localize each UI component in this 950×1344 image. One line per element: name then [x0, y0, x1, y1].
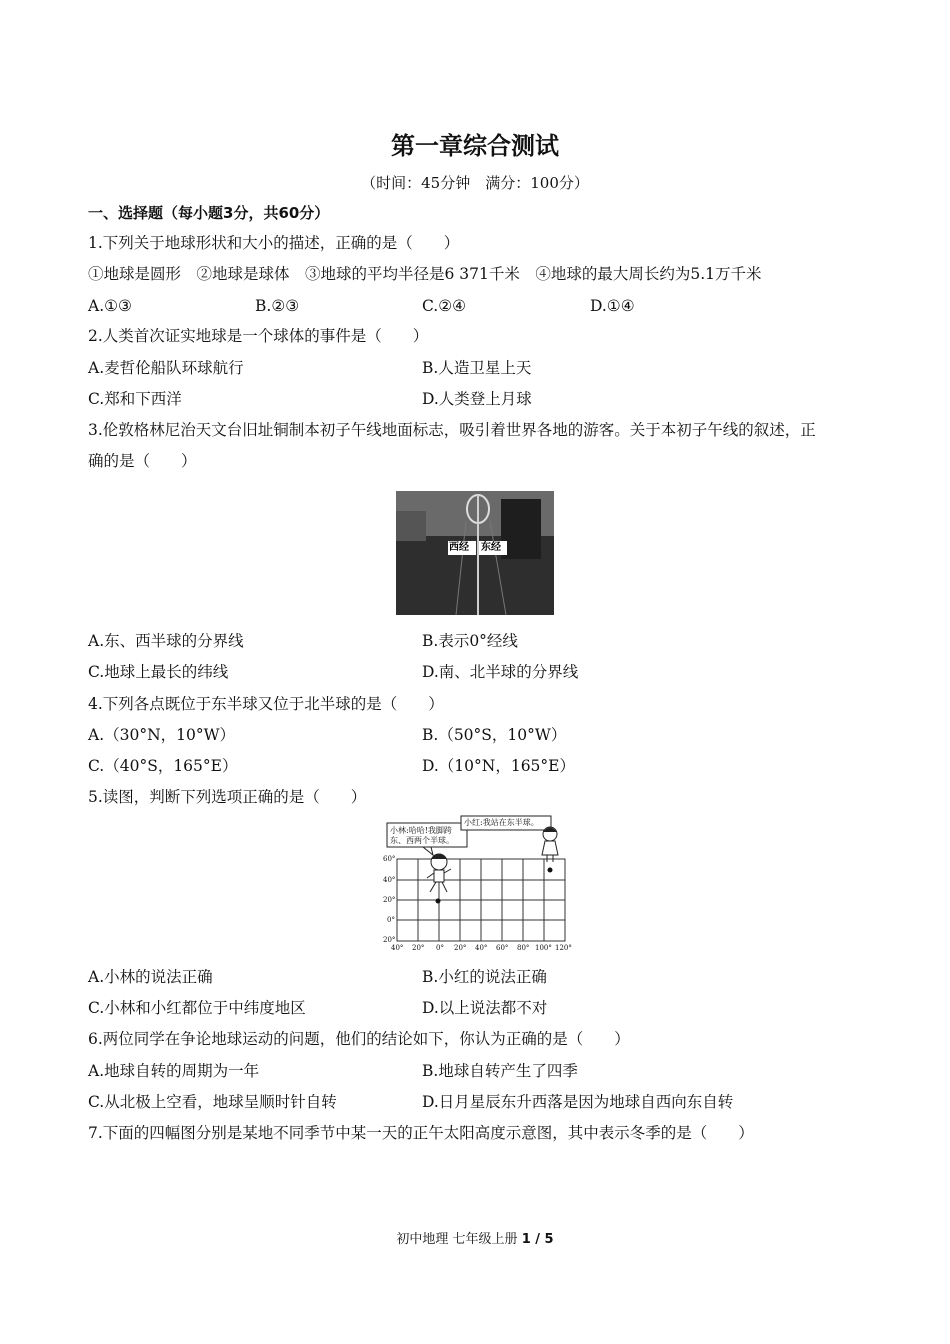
q2-stem: 2.人类首次证实地球是一个球体的事件是（ ）: [88, 327, 429, 345]
x-tick-label: 20°: [454, 944, 467, 952]
q6-stem: 6.两位同学在争论地球运动的问题，他们的结论如下，你认为正确的是（ ）: [88, 1030, 630, 1048]
page-title: 第一章综合测试: [391, 132, 559, 160]
footer-text: 初中地理 七年级上册: [396, 1232, 522, 1247]
q1-option-b: B.②③: [255, 297, 300, 315]
q2-option-b: B.人造卫星上天: [422, 359, 532, 377]
q3-stem-line1: 3.伦敦格林尼治天文台旧址铜制本初子午线地面标志，吸引着世界各地的游客。关于本初子午线的叙述，正: [88, 421, 816, 439]
q1-option-d: D.①④: [590, 297, 635, 315]
q4-option-a: A.（30°N，10°W）: [88, 726, 236, 744]
q2-option-c: C.郑和下西洋: [88, 390, 182, 408]
x-tick-label: 40°: [391, 944, 404, 952]
meridian-photo-graphic: [396, 491, 554, 615]
q5-stem: 5.读图，判断下列选项正确的是（ ）: [88, 788, 367, 806]
q1-statements: ①地球是圆形 ②地球是球体 ③地球的平均半径是6 371千米 ④地球的最大周长约为5.1万千米: [88, 265, 762, 283]
q4-option-d: D.（10°N，165°E）: [422, 757, 575, 775]
q7-stem: 7.下面的四幅图分别是某地不同季节中某一天的正午太阳高度示意图，其中表示冬季的是（ ）: [88, 1124, 754, 1142]
page-number: 1 / 5: [521, 1232, 554, 1247]
q3-option-c: C.地球上最长的纬线: [88, 663, 229, 681]
q4-option-b: B.（50°S，10°W）: [422, 726, 567, 744]
q4-stem: 4.下列各点既位于东半球又位于北半球的是（ ）: [88, 695, 444, 713]
q2-option-a: A.麦哲伦船队环球航行: [88, 359, 244, 377]
meridian-photo: [396, 491, 554, 615]
y-tick-label: 0°: [387, 916, 395, 924]
q2-option-d: D.人类登上月球: [422, 390, 532, 408]
q5-option-b: B.小红的说法正确: [422, 968, 547, 986]
x-tick-label: 120°: [555, 944, 572, 952]
x-tick-label: 80°: [517, 944, 530, 952]
west-label: 西经: [449, 542, 469, 553]
east-label: 东经: [481, 542, 501, 553]
page-footer: [0, 1228, 950, 1247]
x-tick-label: 60°: [496, 944, 509, 952]
q3-option-b: B.表示0°经线: [422, 632, 518, 650]
x-tick-label: 0°: [436, 944, 444, 952]
q3-option-d: D.南、北半球的分界线: [422, 663, 579, 681]
bubble-xiaolin-line1: 小林:哈哈!我脚跨: [390, 826, 452, 835]
latlon-grid-figure: [383, 815, 573, 962]
q6-option-d: D.日月星辰东升西落是因为地球自西向东自转: [422, 1093, 734, 1111]
x-tick-label: 20°: [412, 944, 425, 952]
q6-option-c: C.从北极上空看，地球呈顺时针自转: [88, 1093, 337, 1111]
x-tick-label: 100°: [535, 944, 552, 952]
y-tick-label: 40°: [383, 876, 396, 884]
q5-option-c: C.小林和小红都位于中纬度地区: [88, 999, 306, 1017]
exam-info: （时间：45分钟 满分：100分）: [361, 174, 589, 192]
bubble-xiaohong: 小红:我站在东半球。: [464, 818, 539, 827]
y-tick-label: 20°: [383, 936, 396, 944]
q6-option-b: B.地球自转产生了四季: [422, 1062, 578, 1080]
q3-stem-line2: 确的是（ ）: [88, 452, 197, 470]
x-tick-label: 40°: [475, 944, 488, 952]
y-tick-label: 20°: [383, 896, 396, 904]
q4-option-c: C.（40°S，165°E）: [88, 757, 238, 775]
section-heading: 一、选择题（每小题3分，共60分）: [88, 204, 330, 222]
q1-stem: 1.下列关于地球形状和大小的描述，正确的是（ ）: [88, 234, 460, 252]
bubble-xiaolin-line2: 东、西两个半球。: [390, 836, 454, 845]
q5-option-d: D.以上说法都不对: [422, 999, 548, 1017]
q6-option-a: A.地球自转的周期为一年: [88, 1062, 260, 1080]
y-tick-label: 60°: [383, 855, 396, 863]
q3-option-a: A.东、西半球的分界线: [88, 632, 244, 650]
q5-option-a: A.小林的说法正确: [88, 968, 213, 986]
q1-option-a: A.①③: [88, 297, 132, 315]
q1-option-c: C.②④: [422, 297, 467, 315]
